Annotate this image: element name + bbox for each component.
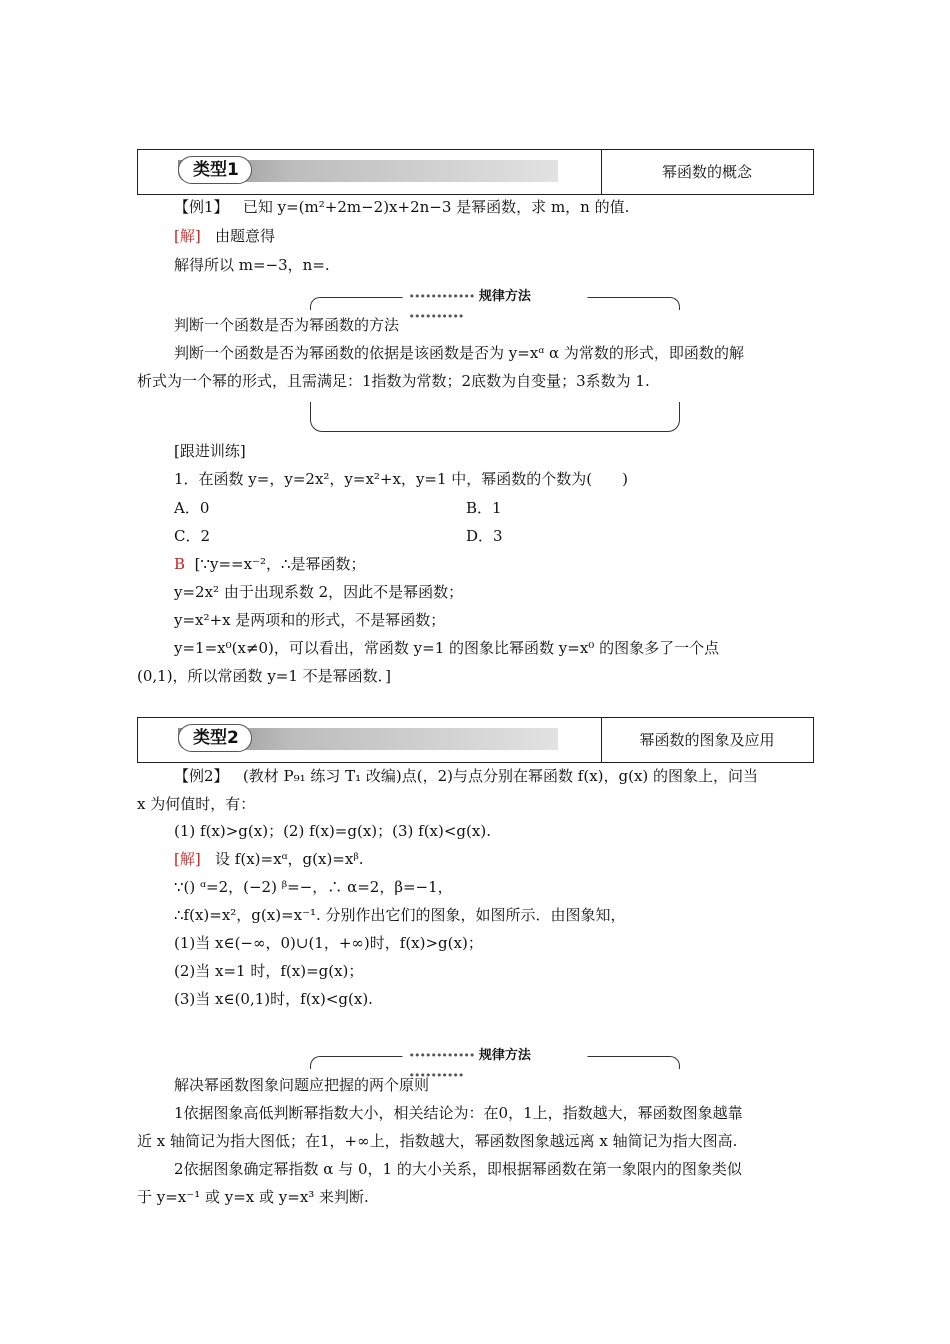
method-line: 1依据图象高低判断幂指数大小，相关结论为：在0，1上，指数越大，幂函数图象越靠 <box>174 1104 743 1122</box>
solution-tag: [解] <box>174 227 201 245</box>
section-topic: 幂函数的图象及应用 <box>639 731 775 749</box>
section-banner <box>178 728 558 750</box>
example-text: x 为何值时，有： <box>137 795 256 813</box>
solution-line: (2)当 x=1 时，f(x)=g(x)； <box>174 962 364 980</box>
section-topic: 幂函数的概念 <box>661 163 752 181</box>
method-line: 2依据图象确定幂指数 α 与 0，1 的大小关系，即根据幂函数在第一象限内的图象类似 <box>174 1160 742 1178</box>
option-a: A．0 <box>174 499 210 517</box>
section-header-2 <box>137 717 814 763</box>
example-1 <box>174 196 629 217</box>
explanation: y=1=x⁰(x≠0)，可以看出，常函数 y=1 的图象比幂函数 y=x⁰ 的图象多了一个点 <box>174 639 720 657</box>
example-text: (1) f(x)>g(x)；(2) f(x)=g(x)；(3) f(x)<g(x). <box>174 822 491 840</box>
method-line: 近 x 轴简记为指大图低；在1，+∞上，指数越大，幂函数图象越远离 x 轴简记为指大图高. <box>137 1132 738 1150</box>
example-2 <box>174 765 758 786</box>
method-heading: 判断一个函数是否为幂函数的方法 <box>174 316 400 334</box>
option-d: D．3 <box>466 527 503 545</box>
method-line: 于 y=x⁻¹ 或 y=x 或 y=x³ 来判断. <box>137 1188 369 1206</box>
method-line: 析式为一个幂的形式，且需满足：1指数为常数；2底数为自变量；3系数为 1. <box>137 372 650 390</box>
section-badge: 类型1 <box>178 156 252 184</box>
solution-1 <box>174 225 275 246</box>
explanation: y=x²+x 是两项和的形式，不是幂函数； <box>174 611 446 629</box>
answer: B <box>174 555 186 573</box>
method-title: •••••••••••• 规律方法 •••••••••• <box>403 1046 588 1086</box>
solution-line: (1)当 x∈(−∞，0)∪(1，+∞)时，f(x)>g(x)； <box>174 934 483 952</box>
example-tag: 【例2】 <box>174 767 229 785</box>
example-text: (教材 P₉₁ 练习 T₁ 改编)点(，2)与点分别在幂函数 f(x)，g(x) 的图象上，问当 <box>242 767 759 785</box>
solution-line: 解得所以 m=−3，n=. <box>174 256 330 274</box>
section-header-1 <box>137 149 814 195</box>
option-c: C．2 <box>174 527 211 545</box>
option-b: B．1 <box>466 499 502 517</box>
solution-tag: [解] <box>174 850 201 868</box>
method-heading: 解决幂函数图象问题应把握的两个原则 <box>174 1076 430 1094</box>
explanation: (0,1)，所以常函数 y=1 不是幂函数．] <box>137 667 392 685</box>
solution-line: ∵() ᵅ=2，(−2) ᵝ=−，∴ α=2，β=−1， <box>174 878 453 896</box>
method-box-top <box>310 287 680 323</box>
section-banner <box>178 160 558 182</box>
solution-line: (3)当 x∈(0,1)时，f(x)<g(x). <box>174 990 373 1008</box>
solution-line: 设 f(x)=xᵅ，g(x)=xᵝ. <box>215 850 364 868</box>
explanation: y=2x² 由于出现系数 2，因此不是幂函数； <box>174 583 464 601</box>
method-line: 判断一个函数是否为幂函数的依据是该函数是否为 y=xᵅ α 为常数的形式，即函数的解 <box>174 344 744 362</box>
method-box-top <box>310 1046 680 1082</box>
solution-line: 由题意得 <box>215 227 276 245</box>
solution-line: ∴f(x)=x²，g(x)=x⁻¹. 分别作出它们的图象，如图所示．由图象知， <box>174 906 626 924</box>
method-title: •••••••••••• 规律方法 •••••••••• <box>403 287 588 327</box>
answer-line <box>174 553 366 574</box>
example-tag: 【例1】 <box>174 198 229 216</box>
example-text: 已知 y=(m²+2m−2)x+2n−3 是幂函数，求 m，n 的值. <box>242 198 630 216</box>
section-badge: 类型2 <box>178 724 252 752</box>
explanation: [∵y==x⁻²，∴是幂函数； <box>194 555 366 573</box>
method-box-bottom <box>310 402 680 432</box>
practice-heading: [跟进训练] <box>174 442 246 460</box>
solution-2 <box>174 848 364 869</box>
practice-question: 1．在函数 y=，y=2x²，y=x²+x，y=1 中，幂函数的个数为( ) <box>174 470 629 488</box>
